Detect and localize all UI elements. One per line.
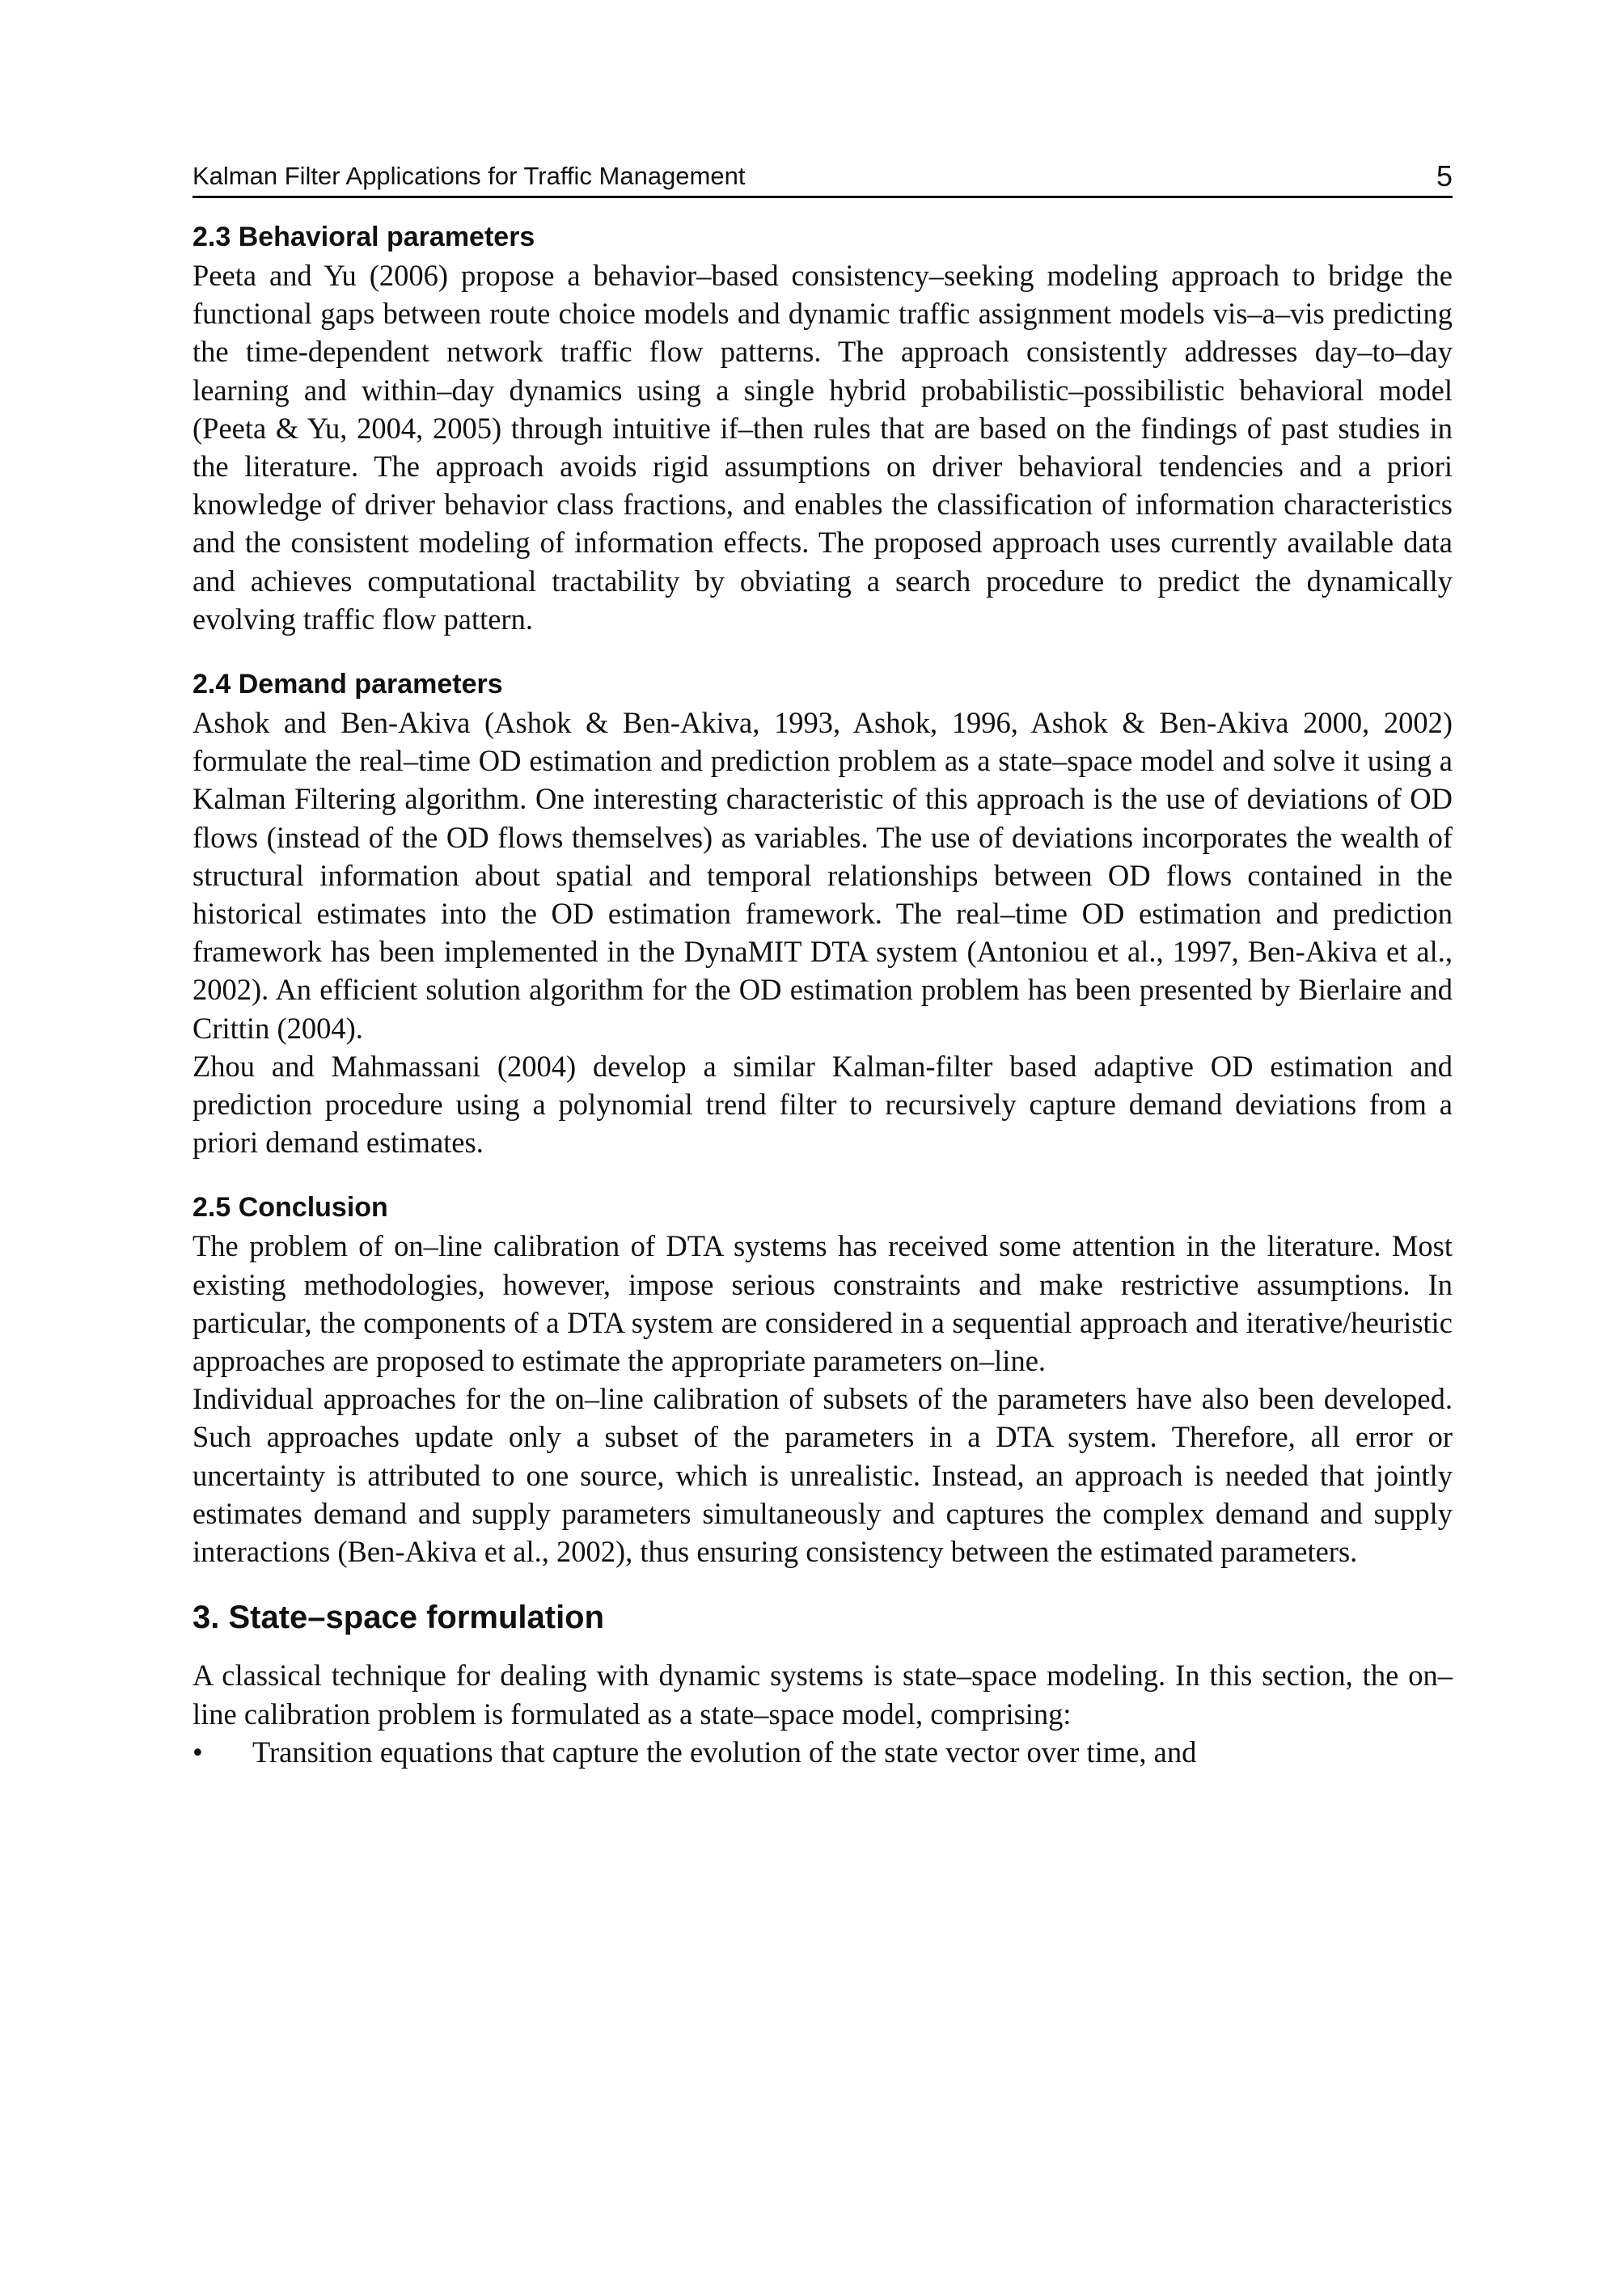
section-2-5 — [192, 1188, 1453, 1570]
bullet-item — [192, 1733, 1453, 1771]
paragraph: Zhou and Mahmassani (2004) develop a similar Kalman-filter based adaptive OD estimation and prediction procedure using a polynomial trend filter to recursively capture demand deviations from a priori demand estimates. — [192, 1049, 1453, 1160]
bullet-text: Transition equations that capture the evolution of the state vector over time, and — [252, 1735, 1197, 1769]
page — [192, 159, 1453, 1771]
paragraph: Ashok and Ben-Akiva (Ashok & Ben-Akiva, 1993, Ashok, 1996, Ashok & Ben-Akiva 2000, 2002) formulate the real–time OD estimation and prediction problem as a state–space model and solve it using a Kalman Filtering algorithm. One interesting characteristic of this approach is the use of deviations of OD flows (instead of the OD flows themselves) as variables. The use of deviations incorporates the wealth of structural information about spatial and temporal relationships between OD flows contained in the historical estimates into the OD estimation framework. The real–time OD estimation and prediction framework has been implemented in the DynaMIT DTA system (Antoniou et al., 1997, Ben-Akiva et al., 2002). An efficient solution algorithm for the OD estimation problem has been presented by Bierlaire and Crittin (2004). — [192, 706, 1453, 1045]
section-heading: 2.5 Conclusion — [192, 1192, 388, 1224]
section-heading: 3. State–space formulation — [192, 1600, 605, 1636]
running-title: Kalman Filter Applications for Traffic Management — [192, 162, 746, 190]
bullet-list — [192, 1733, 1453, 1771]
section-2-3 — [192, 218, 1453, 638]
section-2-4 — [192, 665, 1453, 1161]
paragraph: The problem of on–line calibration of DTA systems has received some attention in the literature. Most existing methodologies, however, impose serious constraints and make restrictive assumptions. In particular, the components of a DTA system are considered in a sequential approach and iterative/heuristic approaches are proposed to estimate the appropriate parameters on–line. — [192, 1229, 1453, 1378]
running-header — [192, 159, 1453, 198]
paragraph: Peeta and Yu (2006) propose a behavior–based consistency–seeking modeling approach to bridge the functional gaps between route choice models and dynamic traffic assignment models vis–a–vis predicting the time-dependent network traffic flow patterns. The approach consistently addresses day–to–day learning and within–day dynamics using a single hybrid probabilistic–possibilistic behavioral model (Peeta & Yu, 2004, 2005) through intuitive if–then rules that are based on the findings of past studies in the literature. The approach avoids rigid assumptions on driver behavioral tendencies and a priori knowledge of driver behavior class fractions, and enables the classification of information characteristics and the consistent modeling of information effects. The proposed approach uses currently available data and achieves computational tractability by obviating a search procedure to predict the dynamically evolving traffic flow pattern. — [192, 259, 1453, 636]
page-number: 5 — [1436, 159, 1453, 192]
section-3 — [192, 1595, 1453, 1771]
paragraph: Individual approaches for the on–line calibration of subsets of the parameters have also been developed. Such approaches update only a subset of the parameters in a DTA system. Therefore, all error or uncertainty is attributed to one source, which is unrealistic. Instead, an approach is needed that jointly estimates demand and supply parameters simultaneously and captures the complex demand and supply interactions (Ben-Akiva et al., 2002), thus ensuring consistency between the estimated parameters. — [192, 1382, 1453, 1569]
section-heading: 2.3 Behavioral parameters — [192, 222, 535, 252]
section-heading: 2.4 Demand parameters — [192, 669, 503, 700]
bullet-icon: • — [192, 1735, 203, 1769]
paragraph: A classical technique for dealing with dynamic systems is state–space modeling. In this section, the on–line calibration problem is formulated as a state–space model, comprising: — [192, 1659, 1453, 1731]
